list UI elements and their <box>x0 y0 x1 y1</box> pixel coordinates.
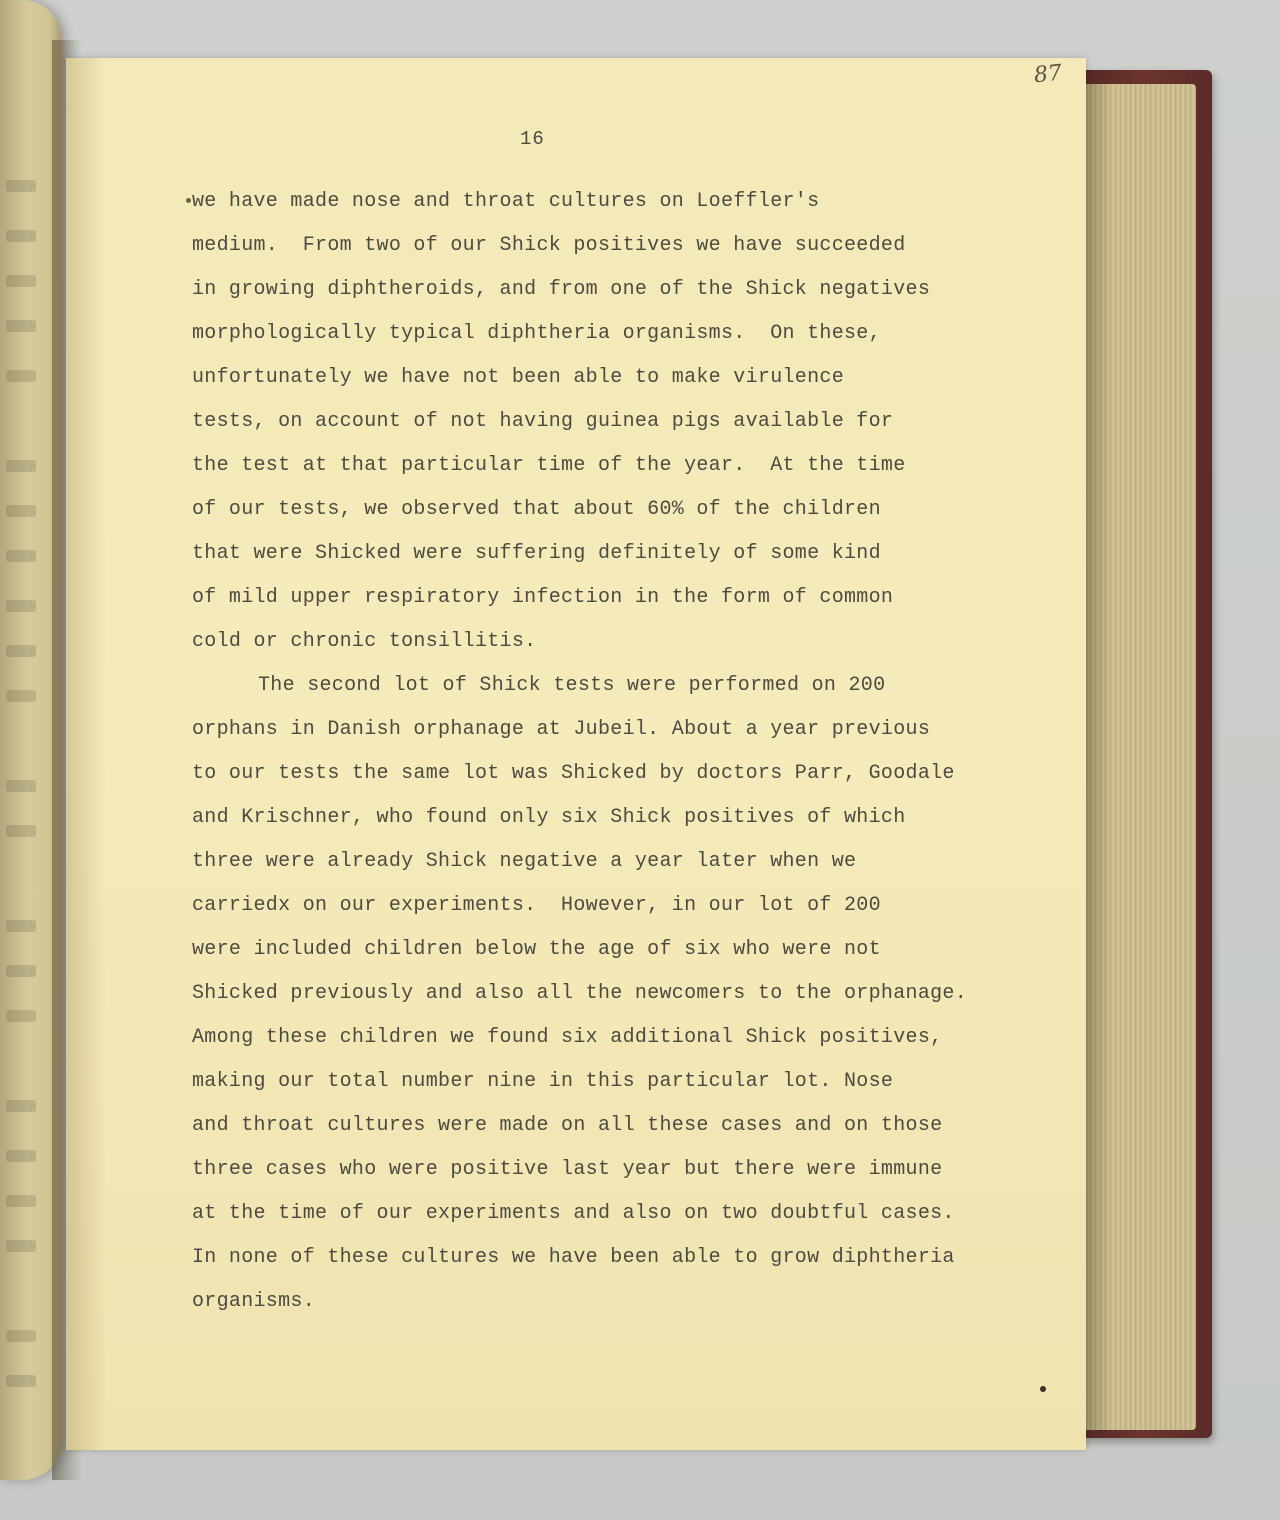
text-line: unfortunately we have not been able to make virulence <box>192 366 845 389</box>
bleed-through-mark <box>6 1375 36 1387</box>
bleed-through-mark <box>6 920 36 932</box>
paragraph-start-line: The second lot of Shick tests were performed on 200 <box>258 674 886 697</box>
page-stack-shadow <box>1082 84 1112 1430</box>
text-line: that were Shicked were suffering definitely of some kind <box>192 542 881 565</box>
text-line: organisms. <box>192 1290 316 1313</box>
bleed-through-mark <box>6 275 36 287</box>
bleed-through-mark <box>6 180 36 192</box>
text-line: In none of these cultures we have been able to grow diphtheria <box>192 1246 955 1269</box>
text-line: and throat cultures were made on all these cases and on those <box>192 1114 943 1137</box>
bleed-through-mark <box>6 1330 36 1342</box>
text-line: at the time of our experiments and also on two doubtful cases. <box>192 1202 955 1225</box>
bleed-through-mark <box>6 1240 36 1252</box>
ink-dot <box>1040 1386 1046 1392</box>
text-line: the test at that particular time of the year. At the time <box>192 454 906 477</box>
text-line: Shicked previously and also all the newcomers to the orphanage. <box>192 982 968 1005</box>
text-line: morphologically typical diphtheria organisms. On these, <box>192 322 881 345</box>
text-line: medium. From two of our Shick positives we have succeeded <box>192 234 906 257</box>
text-line: of our tests, we observed that about 60% of the children <box>192 498 881 521</box>
bleed-through-mark <box>6 600 36 612</box>
bleed-through-mark <box>6 780 36 792</box>
text-line: cold or chronic tonsillitis. <box>192 630 537 653</box>
bleed-through-mark <box>6 505 36 517</box>
bleed-through-mark <box>6 1150 36 1162</box>
bleed-through-mark <box>6 320 36 332</box>
text-line: tests, on account of not having guinea pigs available for <box>192 410 894 433</box>
text-line: Among these children we found six additional Shick positives, <box>192 1026 943 1049</box>
text-line: we have made nose and throat cultures on Loeffler's <box>192 190 820 213</box>
text-line: orphans in Danish orphanage at Jubeil. About a year previous <box>192 718 931 741</box>
bleed-through-mark <box>6 550 36 562</box>
text-line: carriedx on our experiments. However, in our lot of 200 <box>192 894 881 917</box>
bleed-through-mark <box>6 965 36 977</box>
text-line: and Krischner, who found only six Shick positives of which <box>192 806 906 829</box>
bleed-through-mark <box>6 230 36 242</box>
folio-mark: 87 <box>1032 60 1064 89</box>
page-number: 16 <box>520 128 545 150</box>
body-text <box>192 186 1032 1330</box>
text-line: three were already Shick negative a year later when we <box>192 850 857 873</box>
bleed-through-mark <box>6 370 36 382</box>
text-line: of mild upper respiratory infection in the form of common <box>192 586 894 609</box>
text-line: three cases who were positive last year but there were immune <box>192 1158 943 1181</box>
bleed-through-mark <box>6 1195 36 1207</box>
text-line: making our total number nine in this particular lot. Nose <box>192 1070 894 1093</box>
bleed-through-mark <box>6 690 36 702</box>
text-line: were included children below the age of six who were not <box>192 938 881 961</box>
ink-dot <box>186 198 191 203</box>
bleed-through-mark <box>6 1100 36 1112</box>
bleed-through-mark <box>6 460 36 472</box>
bleed-through-mark <box>6 1010 36 1022</box>
text-line: in growing diphtheroids, and from one of the Shick negatives <box>192 278 931 301</box>
bleed-through-mark <box>6 825 36 837</box>
text-line: to our tests the same lot was Shicked by doctors Parr, Goodale <box>192 762 955 785</box>
bleed-through-mark <box>6 645 36 657</box>
